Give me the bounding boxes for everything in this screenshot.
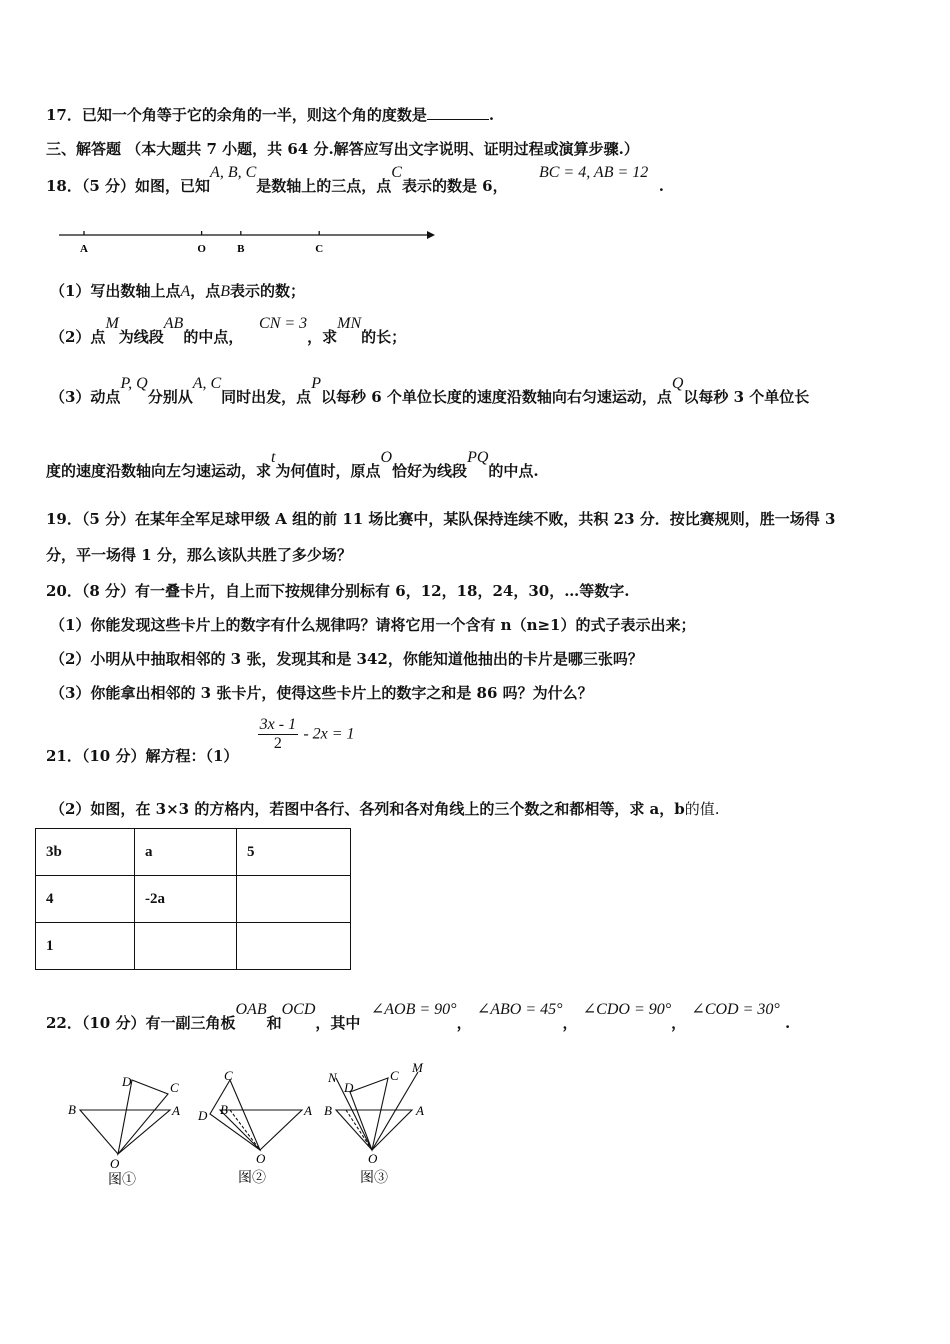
label-o: O xyxy=(256,1151,266,1166)
label-d: D xyxy=(344,1080,354,1095)
q22-stem: 22．（10 分）有一副三角板OAB和OCD，其中 ∠AOB = 90°， ∠ABO = 45°， ∠CDO = 90°， ∠COD = 30° . xyxy=(46,1001,791,1032)
cell: a xyxy=(135,829,237,876)
magic-square xyxy=(35,828,351,970)
figure-1 xyxy=(80,1080,170,1154)
cell xyxy=(237,876,351,923)
cell: 5 xyxy=(237,829,351,876)
fraction: $\frac{3x - 1}{2}$ xyxy=(259,716,297,752)
point-label-o: O xyxy=(197,243,206,255)
table-row xyxy=(36,923,351,970)
table-row xyxy=(36,876,351,923)
q17: 17．已知一个角等于它的余角的一半，则这个角的度数是 . xyxy=(46,106,495,124)
label-a: A xyxy=(172,1103,180,1118)
q20-stem: 20．（8 分）有一叠卡片，自上而下按规律分别标有 6，12，18，24，30，…等数字. xyxy=(46,582,630,600)
label-m: M xyxy=(412,1062,423,1075)
label-b: B xyxy=(68,1102,76,1117)
cell: 3b xyxy=(36,829,135,876)
cell: -2a xyxy=(135,876,237,923)
table-row xyxy=(36,829,351,876)
section-heading: 三、解答题 （本大题共 7 小题，共 64 分.解答应写出文字说明、证明过程或演算步骤.） xyxy=(46,140,639,158)
answer-blank xyxy=(427,105,489,120)
q21-equation: 21．（10 分）解方程：（1） $\frac{3x - 1}{2}$ - 2x = 1 xyxy=(46,716,355,765)
point-label-c: C xyxy=(315,243,324,255)
label-a: A xyxy=(304,1103,312,1118)
q20-part1: （1）你能发现这些卡片上的数字有什么规律吗？请将它用一个含有 n（n≥1）的式子表示出来； xyxy=(50,616,696,634)
label-b: B xyxy=(324,1103,332,1118)
label-b: B xyxy=(220,1102,228,1117)
q19-line2: 分，平一场得 1 分，那么该队共胜了多少场？ xyxy=(46,546,352,564)
label-c: C xyxy=(390,1068,399,1083)
q18-part1: （1）写出数轴上点A，点B表示的数； xyxy=(50,282,306,300)
figure-caption: 图① xyxy=(108,1173,136,1188)
q21-part2: （2）如图，在 3×3 的方格内，若图中各行、各列和各对角线上的三个数之和都相等，求 a，b的值. xyxy=(50,800,720,818)
label-d: D xyxy=(122,1074,132,1089)
q20-part3: （3）你能拿出相邻的 3 张卡片，使得这些卡片上的数字之和是 86 吗？为什么？ xyxy=(50,684,593,702)
ray-on xyxy=(336,1078,372,1150)
q18-part3-line1: （3）动点P, Q分别从A, C同时出发，点P以每秒 6 个单位长度的速度沿数轴向右匀速运动，点Q以每秒 3 个单位长 xyxy=(50,375,810,406)
cell xyxy=(135,923,237,970)
cell: 4 xyxy=(36,876,135,923)
q18-stem: 18．（5 分）如图，已知A, B, C是数轴上的三点，点C表示的数是 6， BC = 4, AB = 12 . xyxy=(46,164,664,195)
label-d: D xyxy=(198,1108,208,1123)
label-c: C xyxy=(170,1080,179,1095)
q20-part2: （2）小明从中抽取相邻的 3 张，发现其和是 342，你能知道他抽出的卡片是哪三张吗？ xyxy=(50,650,643,668)
label-o: O xyxy=(368,1151,378,1166)
q18-part2: （2）点M为线段AB的中点， CN = 3，求MN的长； xyxy=(50,315,407,346)
cell xyxy=(237,923,351,970)
number-line-arrow xyxy=(427,231,435,239)
label-n: N xyxy=(328,1070,337,1085)
cell: 1 xyxy=(36,923,135,970)
triangle-ocd-1 xyxy=(118,1080,168,1154)
figure-caption: 图③ xyxy=(360,1171,388,1186)
label-c: C xyxy=(224,1068,233,1083)
point-label-b: B xyxy=(237,243,245,255)
triangle-oab-3 xyxy=(336,1110,412,1150)
q19-line1: 19．（5 分）在某年全军足球甲级 A 组的前 11 场比赛中，某队保持连续不败，共积 23 分．按比赛规则，胜一场得 3 xyxy=(46,510,836,528)
figure-caption: 图② xyxy=(238,1171,266,1186)
label-o: O xyxy=(110,1156,120,1171)
q18-part3-line2: 度的速度沿数轴向左匀速运动，求t为何值时，原点O恰好为线段PQ的中点. xyxy=(46,449,539,480)
triangle-figures xyxy=(60,1062,440,1192)
point-label-a: A xyxy=(80,243,88,255)
label-a: A xyxy=(416,1103,424,1118)
number-line-figure xyxy=(55,226,445,256)
